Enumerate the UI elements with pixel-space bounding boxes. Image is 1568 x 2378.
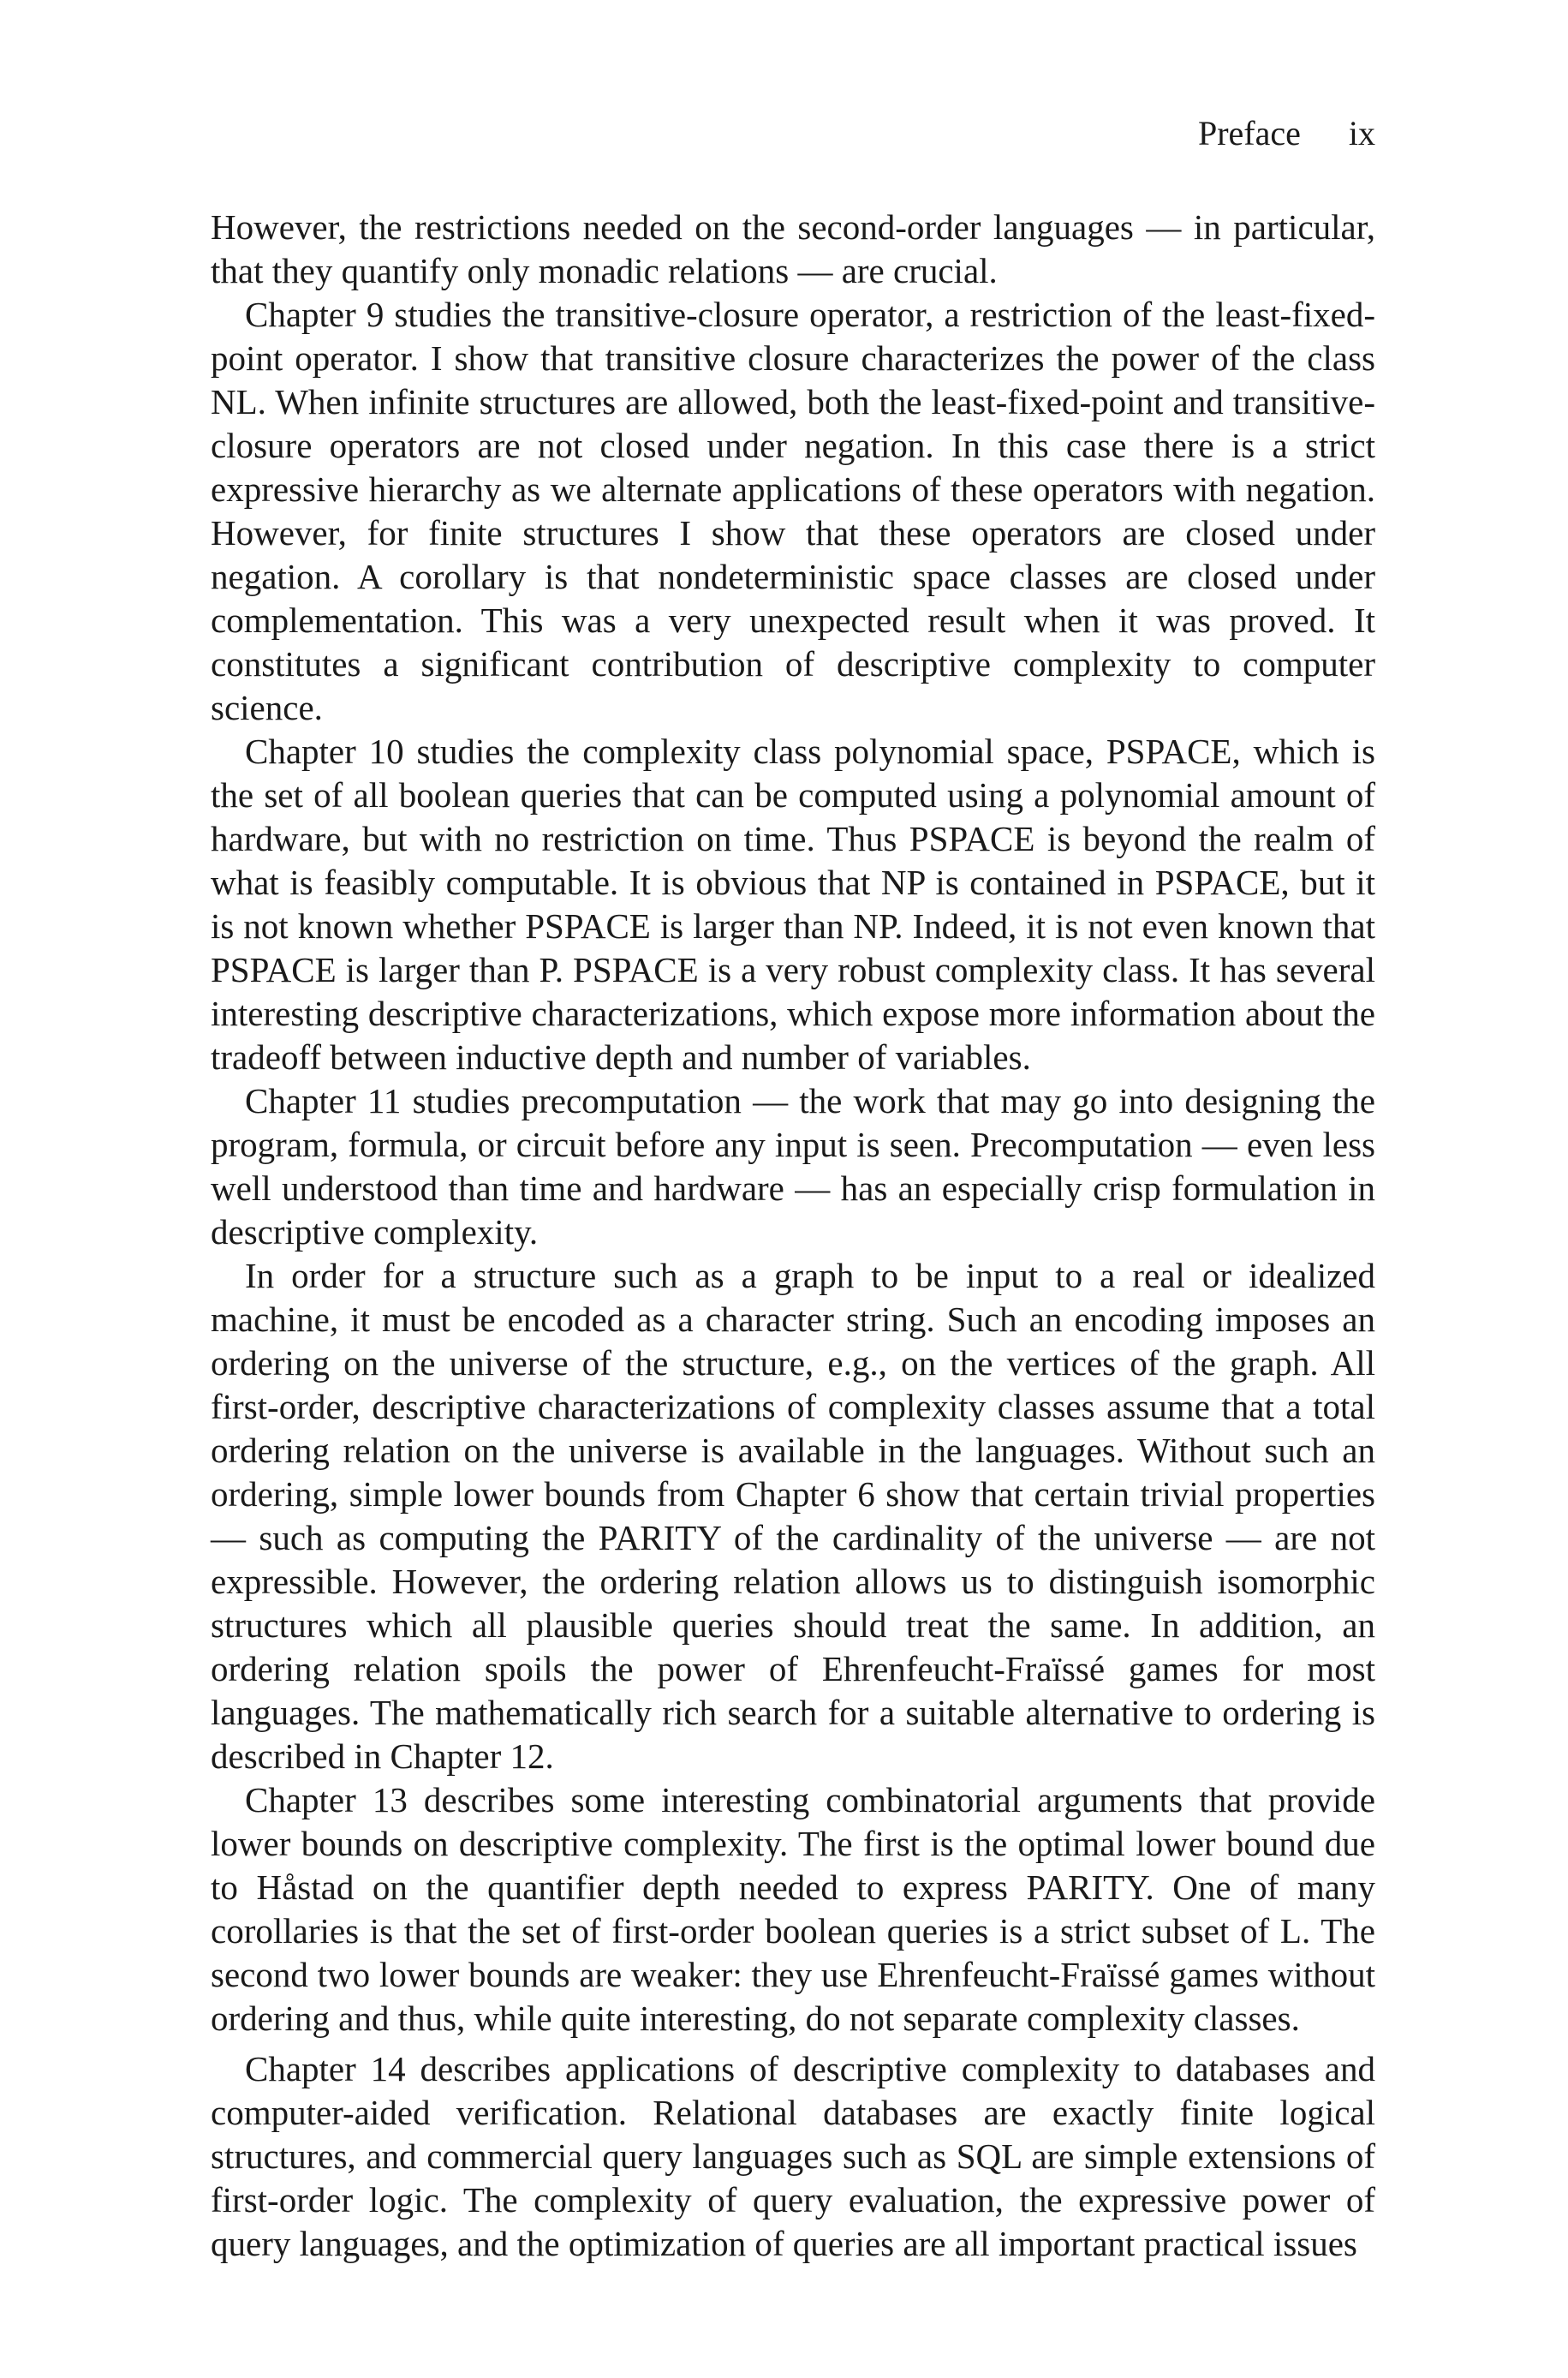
paragraph-continuation: However, the restrictions needed on the second-order languages — in particular, that they quantify only monadic relations — are crucial. xyxy=(211,207,1375,290)
page-number: ix xyxy=(1348,114,1375,152)
paragraph-chapter-11: Chapter 11 studies precomputation — the work that may go into designing the program, formula, or circuit before any input is seen. Precomputation — even less well understood than time and hardware — has an especially crisp formulation in descriptive complexity. xyxy=(211,1081,1375,1252)
paragraph-chapter-14: Chapter 14 describes applications of descriptive complexity to databases and computer-aided verification. Relational databases are exactly finite logical structures, and commercial query languages such as SQL are simple extensions of first-order logic. The complexity of query evaluation, the expressive power of query languages, and the optimization of queries are all important practical issues xyxy=(211,2049,1375,2263)
paragraph-chapter-13: Chapter 13 describes some interesting combinatorial arguments that provide lower bounds on descriptive complexity. The first is the optimal lower bound due to Håstad on the quantifier depth needed to express PARITY. One of many corollaries is that the set of first-order boolean queries is a strict subset of L. The second two lower bounds are weaker: they use Ehrenfeucht-Fraïssé games without ordering and thus, while quite interesting, do not separate complexity classes. xyxy=(211,1780,1375,2038)
body-text xyxy=(211,206,1375,2266)
paragraph-chapter-9: Chapter 9 studies the transitive-closure operator, a restriction of the least-fixed-point operator. I show that transitive closure characterizes the power of the class NL. When infinite structures are allowed, both the least-fixed-point and transitive-closure operators are not closed under negation. In this case there is a strict expressive hierarchy as we alternate applications of these operators with negation. However, for finite structures I show that these operators are closed under negation. A corollary is that nondeterministic space classes are closed under complementation. This was a very unexpected result when it was proved. It constitutes a significant contribution of descriptive complexity to computer science. xyxy=(211,295,1375,727)
paragraph-ordering: In order for a structure such as a graph to be input to a real or idealized machine, it must be encoded as a character string. Such an encoding imposes an ordering on the universe of the structure, e.g., on the vertices of the graph. All first-order, descriptive characterizations of complexity classes assume that a total ordering relation on the universe is available in the languages. Without such an ordering, simple lower bounds from Chapter 6 show that certain trivial properties — such as computing the PARITY of the cardinality of the universe — are not expressible. However, the ordering relation allows us to distinguish isomorphic structures which all plausible queries should treat the same. In addition, an ordering relation spoils the power of Ehrenfeucht-Fraïssé games for most languages. The mathematically rich search for a suitable alternative to ordering is described in Chapter 12. xyxy=(211,1256,1375,1776)
running-head xyxy=(211,113,1375,154)
running-head-title: Preface xyxy=(1197,114,1301,152)
paragraph-chapter-10: Chapter 10 studies the complexity class polynomial space, PSPACE, which is the set of all boolean queries that can be computed using a polynomial amount of hardware, but with no restriction on time. Thus PSPACE is beyond the realm of what is feasibly computable. It is obvious that NP is contained in PSPACE, but it is not known whether PSPACE is larger than NP. Indeed, it is not even known that PSPACE is larger than P. PSPACE is a very robust complexity class. It has several interesting descriptive characterizations, which expose more information about the tradeoff between inductive depth and number of variables. xyxy=(211,732,1375,1077)
